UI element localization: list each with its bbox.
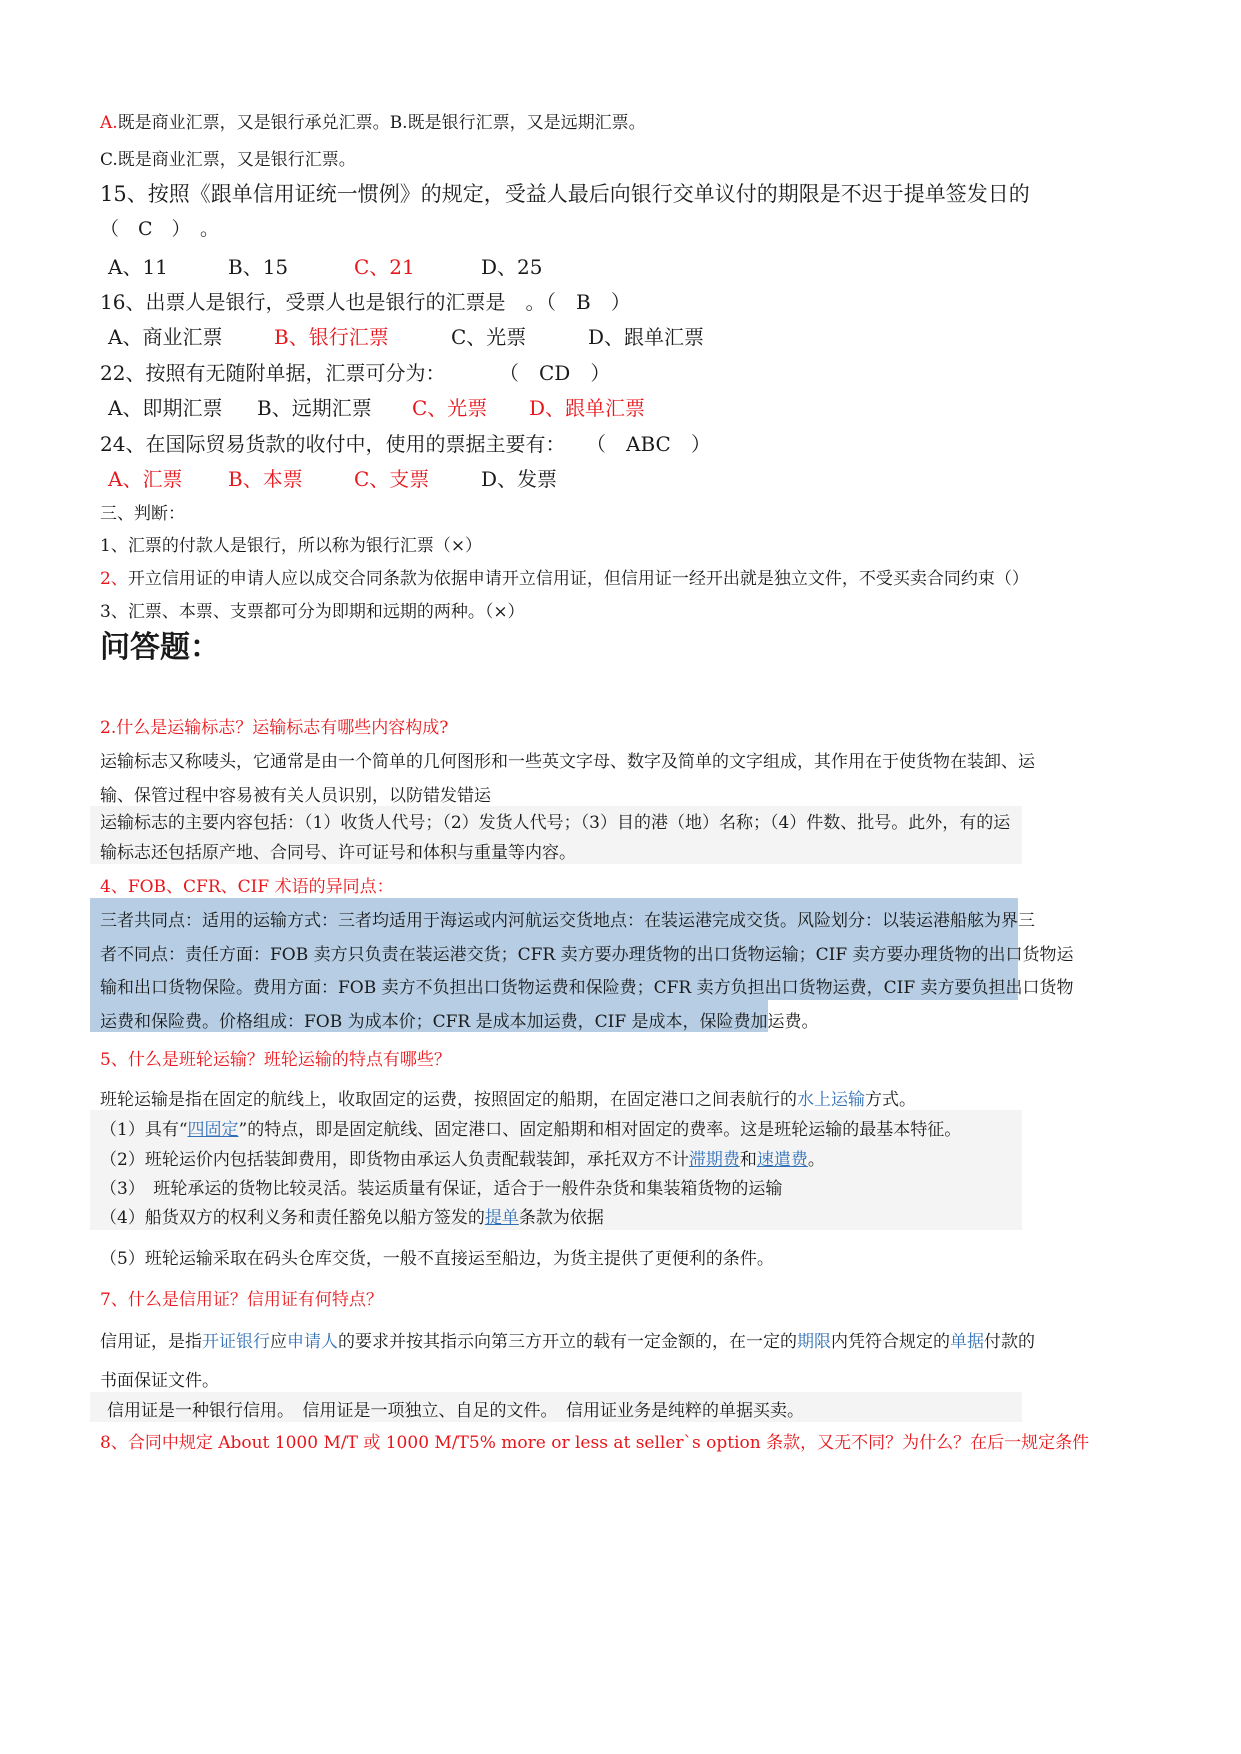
q16-question: 16、出票人是银行，受票人也是银行的汇票是 。: [100, 290, 546, 314]
q24-option-b: B、本票: [228, 467, 303, 491]
q2-paragraph-1-line-1: 运输标志又称唛头，它通常是由一个简单的几何图形和一些英文字母、数字及简单的文字组成，其作用在于使货物在装卸、运: [100, 752, 1035, 772]
link-applicant[interactable]: 申请人: [287, 1332, 338, 1352]
q5-feature-5: （5）班轮运输采取在码头仓库交货，一般不直接运至船边，为货主提供了更便利的条件。: [100, 1249, 774, 1269]
q5-feature-2-pre: （2）班轮运价内包括装卸费用，即货物由承运人负责配载装卸，承托双方不计: [100, 1150, 689, 1170]
judge-item-2-text: 开立信用证的申请人应以成交合同条款为依据申请开立信用证，但信用证一经开出就是独立文件，不受买卖合同约束（）: [127, 569, 1029, 589]
q2-paragraph-2-line-2: 输标志还包括原产地、合同号、许可证号和体积与重量等内容。: [100, 843, 576, 863]
q4-line-3: 输和出口货物保险。费用方面：FOB 卖方不负担出口货物运费和保险费；CFR 卖方负担出口货物运费，CIF 卖方要负担出口货物: [100, 978, 1074, 998]
judge-item-1: 1、汇票的付款人是银行，所以称为银行汇票（×）: [100, 536, 483, 556]
option-a-text: 既是商业汇票，又是银行承兑汇票。: [117, 113, 390, 133]
q5-feature-4-pre: （4）船货双方的权利义务和责任豁免以船方签发的: [100, 1208, 485, 1228]
q5-definition: [100, 1085, 916, 1110]
q24-option-a: A、汇票: [108, 467, 183, 491]
q15-option-c: C、21: [354, 255, 415, 279]
judge-item-3: 3、汇票、本票、支票都可分为即期和远期的两种。（×）: [100, 602, 525, 622]
q24-option-d: D、发票: [481, 467, 558, 491]
q7-def-text-a: 信用证，是指: [100, 1332, 202, 1352]
q24-question: 24、在国际贸易货款的收付中，使用的票据主要有：: [100, 432, 566, 456]
judge-title: 三、判断：: [100, 504, 185, 524]
q5-feature-2: [100, 1145, 825, 1170]
q5-definition-text: 班轮运输是指在固定的航线上，收取固定的运费，按照固定的船期，在固定港口之间表航行的: [100, 1090, 797, 1110]
judge-item-2-number: 2、: [100, 569, 128, 589]
q7-question: 7、什么是信用证？信用证有何特点？: [100, 1290, 383, 1310]
q2-paragraph-1-line-2: 输、保管过程中容易被有关人员识别，以防错发错运: [100, 786, 491, 806]
q7-def-text-i: 付款的: [984, 1332, 1035, 1352]
q5-feature-3: （3） 班轮承运的货物比较灵活。装运质量有保证，适合于一般件杂货和集装箱货物的运输: [100, 1179, 783, 1199]
q15-option-d: D、25: [481, 255, 543, 279]
link-period[interactable]: 期限: [797, 1332, 831, 1352]
q5-feature-1: [100, 1115, 961, 1140]
q24-answer: （ ABC ）: [586, 432, 711, 456]
q4-question: 4、FOB、CFR、CIF 术语的异同点：: [100, 877, 394, 897]
q5-feature-4-post: 条款为依据: [518, 1208, 604, 1228]
link-four-fixed[interactable]: 四固定: [187, 1120, 239, 1140]
q22-question: 22、按照有无随附单据，汇票可分为：: [100, 361, 446, 385]
link-bill-of-lading[interactable]: 提单: [484, 1208, 519, 1228]
q5-feature-1-pre: （1）具有“: [100, 1120, 188, 1140]
q22-option-a: A、即期汇票: [108, 396, 223, 420]
link-dispatch-money[interactable]: 速遣费: [756, 1150, 808, 1170]
q15-option-b: B、15: [228, 255, 289, 279]
qa-heading: 问答题：: [100, 630, 220, 665]
q22-option-c: C、光票: [412, 396, 488, 420]
q2-question: 2.什么是运输标志？运输标志有哪些内容构成?: [100, 718, 449, 738]
option-c-text: C.既是商业汇票，又是银行汇票。: [100, 150, 356, 170]
q24-option-c: C、支票: [354, 467, 430, 491]
link-issuing-bank[interactable]: 开证银行: [202, 1332, 270, 1352]
link-water-transport[interactable]: 水上运输: [797, 1090, 865, 1110]
q7-def-text-c: 应: [270, 1332, 287, 1352]
link-documents[interactable]: 单据: [950, 1332, 984, 1352]
prev-options-line-1: [100, 108, 646, 133]
q16-option-d: D、跟单汇票: [588, 325, 705, 349]
q7-features: 信用证是一种银行信用。 信用证是一项独立、自足的文件。 信用证业务是纯粹的单据买卖。: [107, 1401, 804, 1421]
option-a-letter: A.: [100, 113, 118, 133]
q16-option-b: B、银行汇票: [274, 325, 389, 349]
q15-question: 15、按照《跟单信用证统一惯例》的规定，受益人最后向银行交单议付的期限是不迟于提单签发日的: [100, 182, 1030, 206]
q7-definition: [100, 1327, 1035, 1352]
q15-option-a: A、11: [108, 255, 168, 279]
q5-feature-1-post: ”的特点，即是固定航线、固定港口、固定船期和相对固定的费率。这是班轮运输的最基本特征。: [238, 1120, 962, 1140]
q4-line-1: 三者共同点：适用的运输方式：三者均适用于海运或内河航运交货地点：在装运港完成交货。风险划分：以装运港船舷为界三: [100, 911, 1035, 931]
q7-def-text-e: 的要求并按其指示向第三方开立的载有一定金额的，在一定的: [338, 1332, 797, 1352]
q2-paragraph-2-line-1: 运输标志的主要内容包括：（1）收货人代号；（2）发货人代号；（3）目的港（地）名称；（4）件数、批号。此外，有的运: [100, 813, 1011, 833]
q22-option-d: D、跟单汇票: [529, 396, 646, 420]
q7-definition-line-2: 书面保证文件。: [100, 1371, 219, 1391]
q5-question: 5、什么是班轮运输？班轮运输的特点有哪些？: [100, 1050, 451, 1070]
q22-answer: （ CD ）: [499, 361, 611, 385]
q16-option-a: A、商业汇票: [108, 325, 223, 349]
q22-option-b: B、远期汇票: [257, 396, 372, 420]
q5-feature-2-mid: 和: [739, 1150, 757, 1170]
q5-feature-4: [100, 1203, 604, 1228]
q5-feature-2-post: 。: [807, 1150, 825, 1170]
q15-answer: （ C ） 。: [100, 218, 220, 240]
q8-question: 8、合同中规定 About 1000 M/T 或 1000 M/T5% more or less at seller`s option 条款，又无不同？为什么？在后一规定条件: [100, 1433, 1090, 1453]
q7-def-text-g: 内凭符合规定的: [831, 1332, 950, 1352]
judge-item-2: [100, 564, 1029, 589]
option-b-text: B.既是银行汇票，又是远期汇票。: [389, 113, 646, 133]
link-demurrage[interactable]: 滞期费: [688, 1150, 740, 1170]
q5-definition-end: 方式。: [865, 1090, 916, 1110]
q16-option-c: C、光票: [451, 325, 527, 349]
q4-line-4: 运费和保险费。价格组成：FOB 为成本价；CFR 是成本加运费，CIF 是成本，保险费加运费。: [100, 1012, 819, 1032]
q16-answer: （ B ）: [536, 290, 631, 314]
q4-line-2: 者不同点：责任方面：FOB 卖方只负责在装运港交货；CFR 卖方要办理货物的出口货物运输；CIF 卖方要办理货物的出口货物运: [100, 945, 1074, 965]
